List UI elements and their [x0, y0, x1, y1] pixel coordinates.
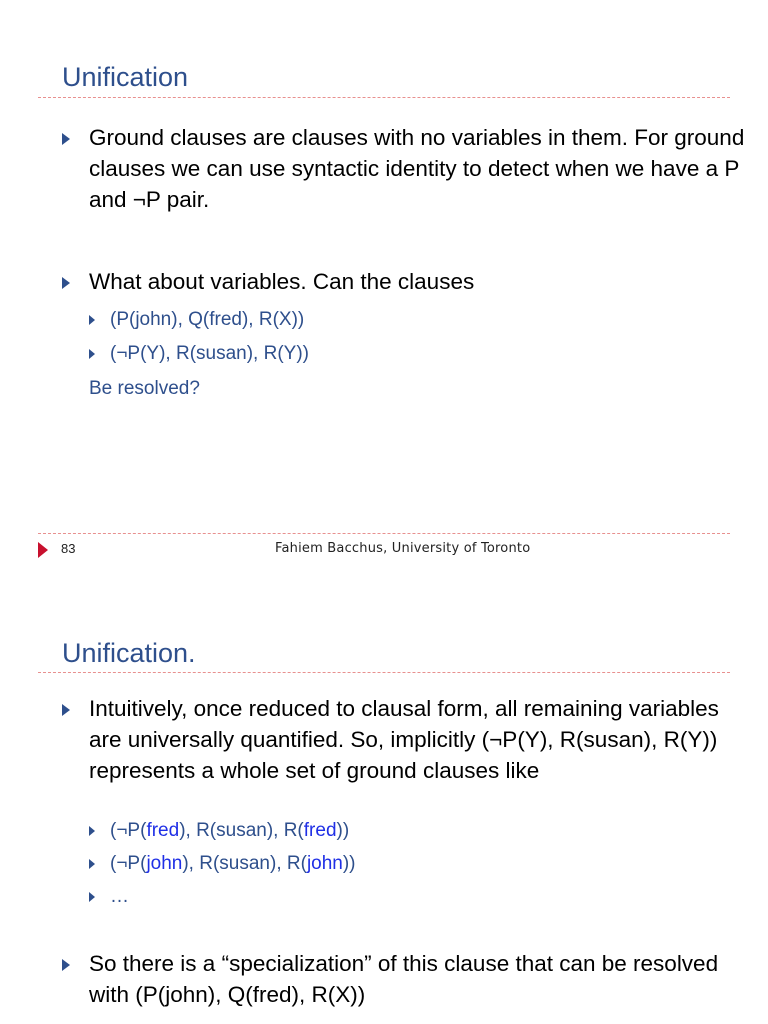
bullet-specialization: [62, 948, 752, 1010]
bullet-text: Ground clauses are clauses with no variables in them. For ground clauses we can use syntactic identity to detect when we have a P and ¬P pair.: [89, 125, 745, 212]
highlight-term: fred: [146, 820, 180, 841]
title-divider: [38, 97, 730, 98]
slide-title: Unification.: [62, 638, 196, 668]
sub-bullet-clause-1: [89, 307, 729, 333]
triangle-right-icon: [38, 542, 48, 558]
highlight-term: fred: [303, 820, 337, 841]
bullet-text: So there is a “specialization” of this clause that can be resolved with (P(john), Q(fred), R(X)): [89, 951, 719, 1007]
sub-bullet-john: [89, 851, 729, 877]
sub-bullet-text: (¬P(john), R(susan), R(john)): [110, 853, 356, 874]
question-text: Be resolved?: [89, 378, 200, 399]
bullet-intuitively: [62, 693, 752, 786]
title-divider: [38, 672, 730, 673]
triangle-right-icon: [62, 133, 70, 145]
triangle-right-icon: [89, 859, 95, 869]
sub-bullet-text: (P(john), Q(fred), R(X)): [110, 309, 305, 330]
footer-divider: [38, 533, 730, 534]
bullet-variables: [62, 266, 752, 297]
sub-bullet-text: …: [110, 886, 129, 907]
triangle-right-icon: [89, 892, 95, 902]
triangle-right-icon: [89, 315, 95, 325]
highlight-term: john: [306, 853, 343, 874]
sub-bullet-ellipsis: [89, 884, 729, 910]
sub-bullet-text: (¬P(fred), R(susan), R(fred)): [110, 820, 350, 841]
page-number: 83: [61, 541, 76, 556]
highlight-term: john: [146, 853, 183, 874]
slide-title: Unification: [62, 62, 189, 92]
triangle-right-icon: [62, 959, 70, 971]
slide-84: [0, 578, 768, 1024]
sub-bullet-fred: [89, 818, 729, 844]
triangle-right-icon: [89, 826, 95, 836]
bullet-text: Intuitively, once reduced to clausal form, all remaining variables are universally quantified. So, implicitly (¬P(Y), R(susan), R(Y)) represents a whole set of ground clauses like: [89, 696, 719, 783]
bullet-text: What about variables. Can the clauses: [89, 269, 475, 294]
triangle-right-icon: [62, 277, 70, 289]
sub-bullet-text: (¬P(Y), R(susan), R(Y)): [110, 343, 309, 364]
triangle-right-icon: [89, 349, 95, 359]
triangle-right-icon: [62, 704, 70, 716]
footer-author: Fahiem Bacchus, University of Toronto: [275, 541, 531, 556]
bullet-ground-clauses: [62, 122, 752, 215]
sub-bullet-clause-2: [89, 341, 729, 367]
